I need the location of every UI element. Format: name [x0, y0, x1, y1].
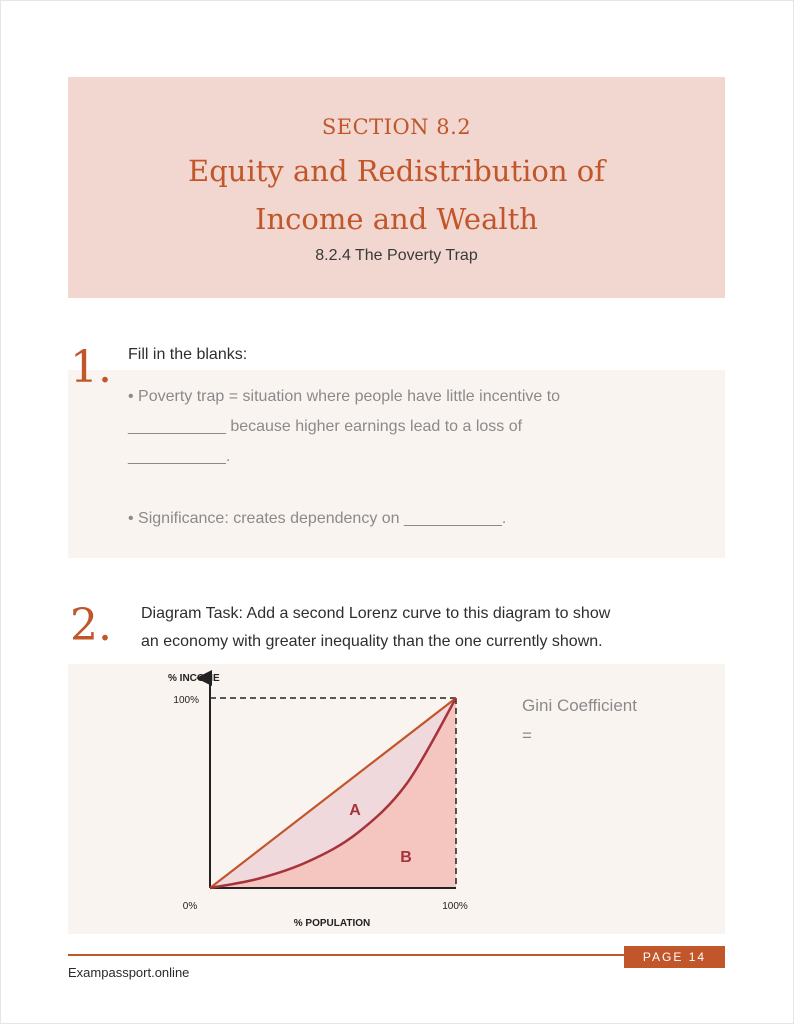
- question-2-number: 2.: [70, 600, 112, 651]
- x-tick-100: 100%: [442, 901, 468, 912]
- area-a-label: A: [349, 802, 361, 819]
- area-b-label: B: [400, 849, 412, 866]
- question-1-number: 1.: [70, 342, 112, 393]
- x-tick-0: 0%: [182, 901, 198, 912]
- y-tick-100: 100%: [173, 695, 199, 706]
- page-number-badge: PAGE 14: [624, 946, 725, 968]
- page-subtitle: 8.2.4 The Poverty Trap: [315, 247, 478, 264]
- question-2-prompt-line-2: an economy with greater inequality than the one currently shown.: [141, 633, 603, 650]
- question-1-line-2: ___________ because higher earnings lead to a loss of: [128, 418, 523, 435]
- question-1-line-3: ___________.: [128, 448, 231, 465]
- x-axis-label: % POPULATION: [293, 918, 371, 929]
- question-2-prompt-line-1: Diagram Task: Add a second Lorenz curve to this diagram to show: [141, 605, 611, 622]
- gini-coefficient-equals: =: [522, 726, 532, 745]
- site-name: Exampassport.online: [68, 965, 190, 980]
- y-axis-label: % INCOME: [168, 673, 220, 684]
- title-line-2: Income and Wealth: [255, 202, 538, 236]
- title-line-1: Equity and Redistribution of: [188, 154, 605, 188]
- section-label: SECTION 8.2: [321, 115, 472, 139]
- gini-coefficient-label: Gini Coefficient: [522, 696, 637, 715]
- question-1-line-4: • Significance: creates dependency on ___________.: [128, 510, 507, 527]
- footer-rule: [68, 954, 628, 956]
- question-1-prompt: Fill in the blanks:: [128, 346, 248, 363]
- question-1-line-1: • Poverty trap = situation where people have little incentive to: [128, 388, 561, 405]
